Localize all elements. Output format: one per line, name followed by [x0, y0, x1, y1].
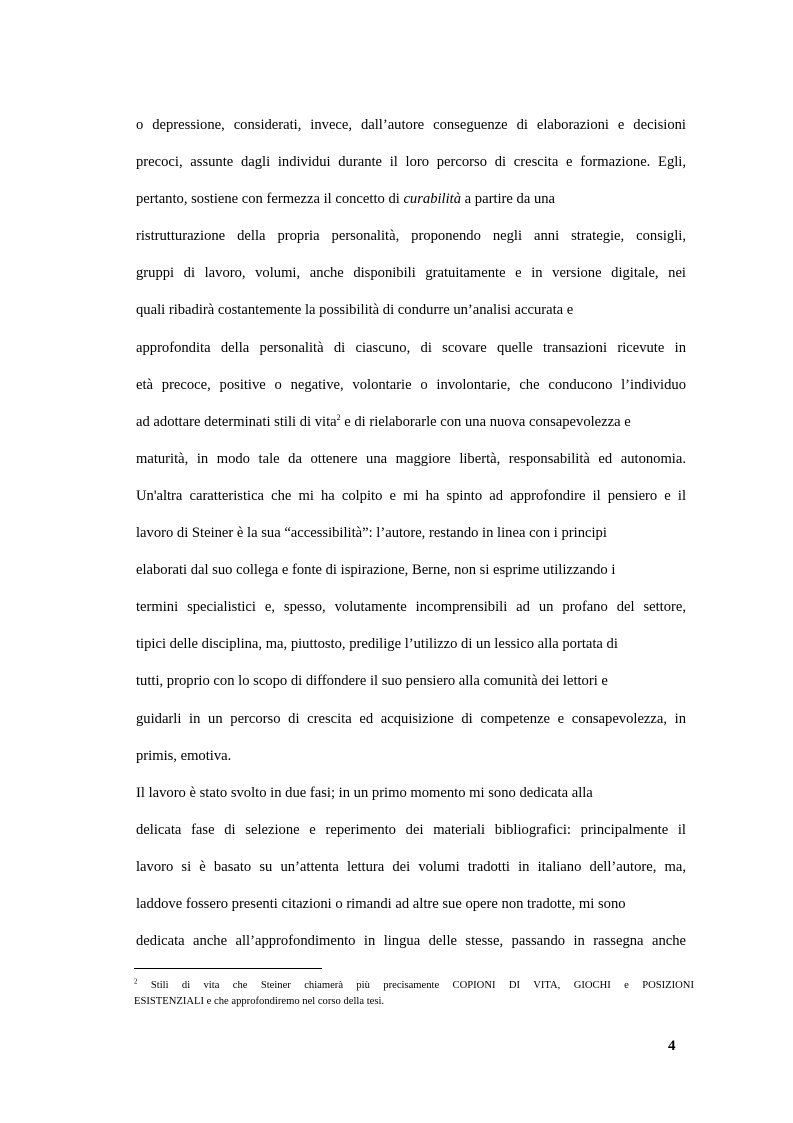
- text-line: quali ribadirà costantemente la possibilità di condurre un’analisi accurata e: [136, 302, 574, 319]
- text-line: maturità, in modo tale da ottenere una maggiore libertà, responsabilità ed autonomia.: [136, 450, 686, 467]
- text-segment: e di rielaborarle con una nuova consapevolezza e: [340, 413, 631, 430]
- italic-term: curabilità: [403, 191, 462, 208]
- text-line: [136, 186, 686, 223]
- footnote-line: ESISTENZIALI e che approfondiremo nel corso della tesi.: [134, 996, 385, 1007]
- text-line: lavoro si è basato su un’attenta lettura dei volumi tradotti in italiano dell’autore, ma,: [136, 858, 686, 875]
- text-line: guidarli in un percorso di crescita ed acquisizione di competenze e consapevolezza, in: [136, 710, 686, 727]
- text-segment: a partire da una: [461, 191, 556, 208]
- footnote-text: Stili di vita che Steiner chiamerà più precisamente COPIONI DI VITA, GIOCHI e POSIZIONI: [137, 980, 694, 991]
- footnote: [134, 978, 694, 1010]
- footnote-separator: [134, 968, 322, 969]
- footnote-reference[interactable]: 2: [336, 412, 341, 422]
- text-line: tutti, proprio con lo scopo di diffondere il suo pensiero alla comunità dei lettori e: [136, 673, 608, 690]
- page-number: 4: [668, 1038, 676, 1054]
- text-segment: ad adottare determinati stili di vita: [136, 413, 337, 430]
- text-line: approfondita della personalità di ciascuno, di scovare quelle transazioni ricevute in: [136, 339, 686, 356]
- text-line: lavoro di Steiner è la sua “accessibilità”: l’autore, restando in linea con i principi: [136, 525, 607, 542]
- text-line: o depressione, considerati, invece, dall’autore conseguenze di elaborazioni e decisioni: [136, 117, 686, 133]
- text-line: dedicata anche all’approfondimento in lingua delle stesse, passando in rassegna anche: [136, 933, 686, 950]
- body-text: [136, 112, 686, 965]
- footnote-marker: 2: [134, 977, 138, 986]
- text-line: età precoce, positive o negative, volontarie o involontarie, che conducono l’individuo: [136, 376, 686, 393]
- footnote-line: [134, 978, 694, 994]
- text-line: Il lavoro è stato svolto in due fasi; in un primo momento mi sono dedicata alla: [136, 784, 593, 801]
- text-line: Un'altra caratteristica che mi ha colpito e mi ha spinto ad approfondire il pensiero e il: [136, 487, 686, 504]
- text-line: gruppi di lavoro, volumi, anche disponibili gratuitamente e in versione digitale, nei: [136, 265, 686, 282]
- text-line: elaborati dal suo collega e fonte di ispirazione, Berne, non si esprime utilizzando i: [136, 562, 616, 579]
- text-line: laddove fossero presenti citazioni o rimandi ad altre sue opere non tradotte, mi sono: [136, 895, 626, 912]
- text-line: delicata fase di selezione e reperimento dei materiali bibliografici: principalmente il: [136, 821, 686, 838]
- text-line: primis, emotiva.: [136, 747, 232, 764]
- text-line: [136, 409, 686, 446]
- text-segment: pertanto, sostiene con fermezza il concetto di: [136, 191, 404, 208]
- text-line: termini specialistici e, spesso, volutamente incomprensibili ad un profano del settore,: [136, 599, 686, 616]
- text-line: ristrutturazione della propria personalità, proponendo negli anni strategie, consigli,: [136, 228, 686, 245]
- text-line: precoci, assunte dagli individui durante il loro percorso di crescita e formazione. Egli,: [136, 154, 686, 171]
- text-line: tipici delle disciplina, ma, piuttosto, predilige l’utilizzo di un lessico alla portata di: [136, 636, 618, 653]
